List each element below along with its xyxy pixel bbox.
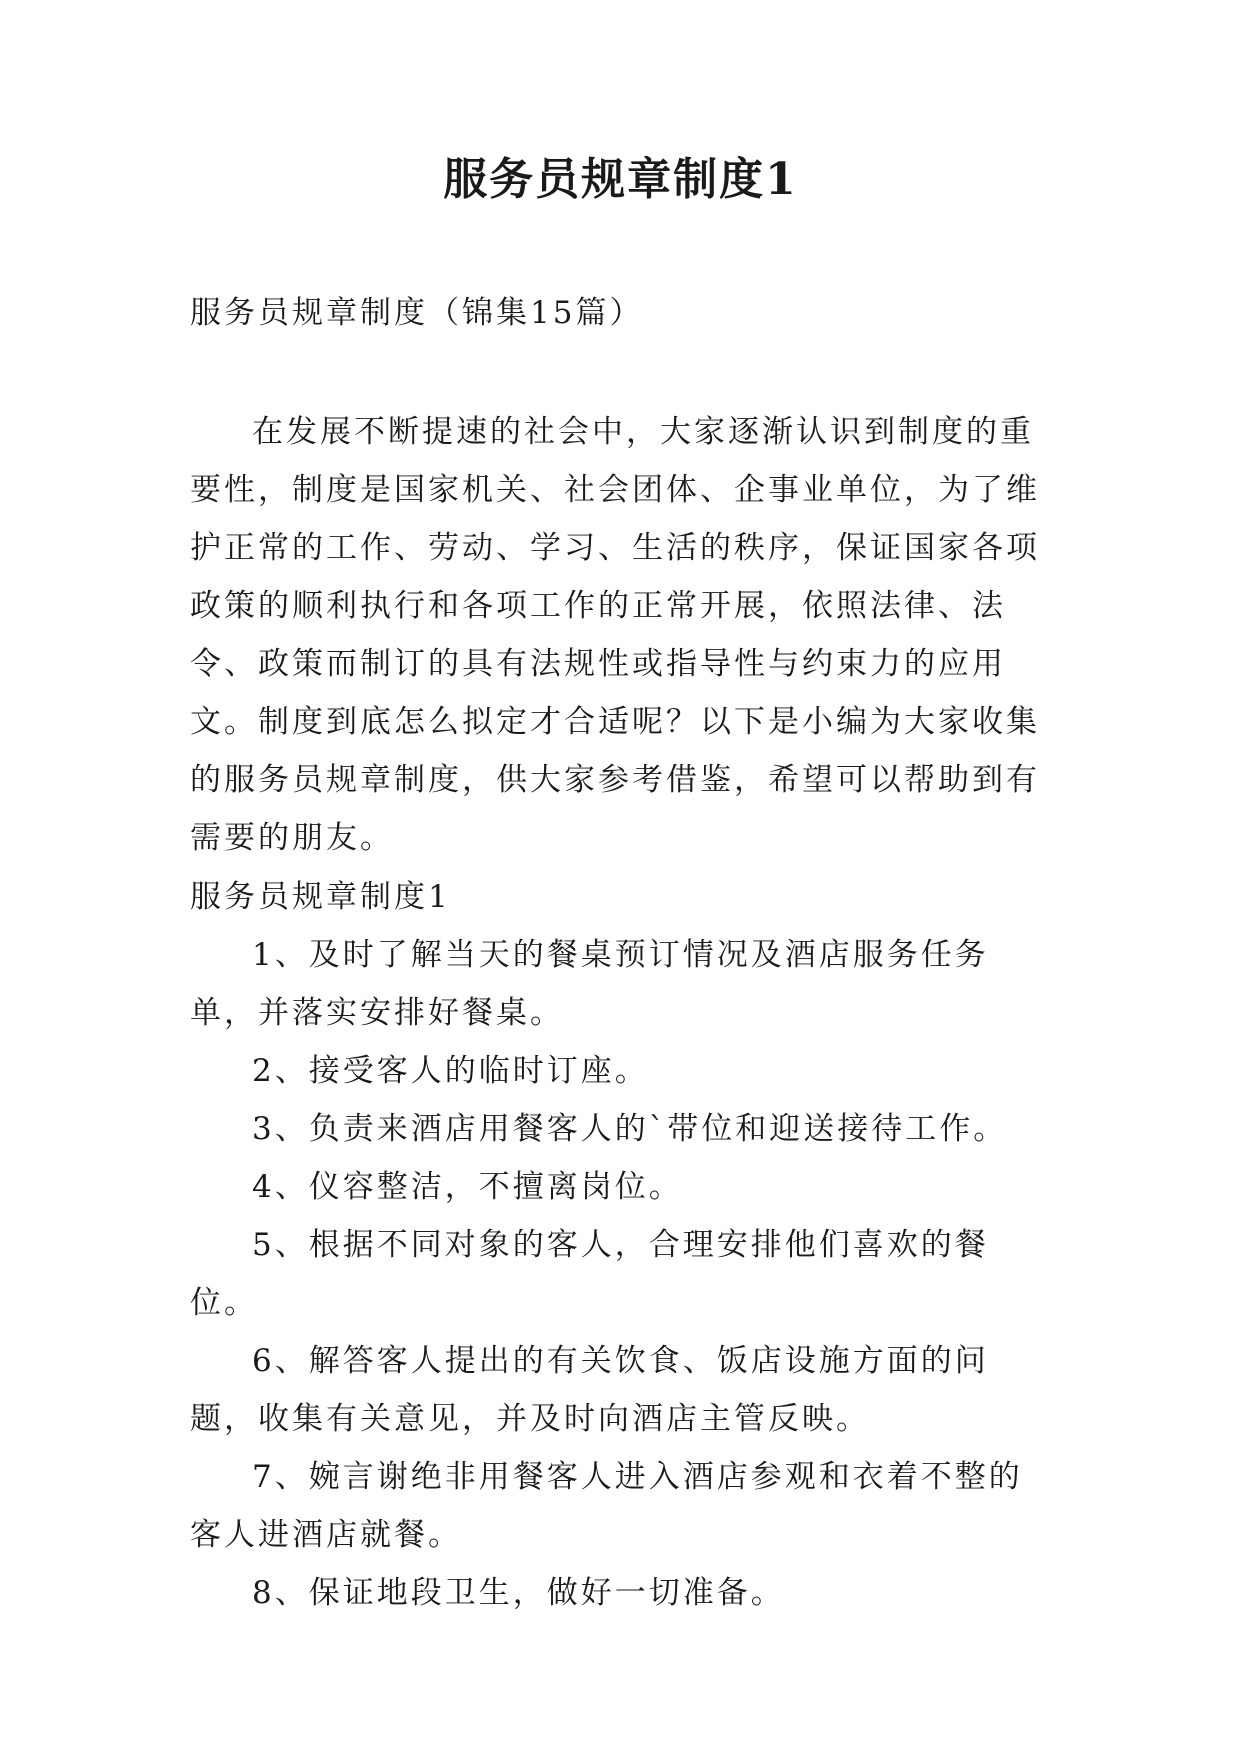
intro-paragraph: 在发展不断提速的社会中，大家逐渐认识到制度的重要性，制度是国家机关、社会团体、企事业单位，为了维护正常的工作、劳动、学习、生活的秩序，保证国家各项政策的顺利执行和各项工作的正常开展，依照法律、法令、政策而制订的具有法规性或指导性与约束力的应用文。制度到底怎么拟定才合适呢？以下是小编为大家收集的服务员规章制度，供大家参考借鉴，希望可以帮助到有需要的朋友。 [190,414,1040,856]
list-item: 4、仪容整洁，不擅离岗位。 [252,1169,683,1205]
document-subtitle: 服务员规章制度（锦集15篇） [190,295,644,331]
list-item: 5、根据不同对象的客人，合理安排他们喜欢的餐位。 [190,1227,989,1321]
list-item: 3、负责来酒店用餐客人的`带位和迎送接待工作。 [252,1111,1008,1147]
section-heading: 服务员规章制度1 [190,879,451,915]
list-item: 8、保证地段卫生，做好一切准备。 [252,1575,785,1611]
page-title: 服务员规章制度1 [443,154,798,205]
list-item: 7、婉言谢绝非用餐客人进入酒店参观和衣着不整的客人进酒店就餐。 [190,1459,1023,1553]
list-item: 6、解答客人提出的有关饮食、饭店设施方面的问题，收集有关意见，并及时向酒店主管反映。 [190,1343,989,1437]
list-item: 2、接受客人的临时订座。 [252,1053,649,1089]
section-block [190,868,1050,1622]
list-item: 1、及时了解当天的餐桌预订情况及酒店服务任务单，并落实安排好餐桌。 [190,937,989,1031]
intro-paragraph-block [190,403,1050,867]
